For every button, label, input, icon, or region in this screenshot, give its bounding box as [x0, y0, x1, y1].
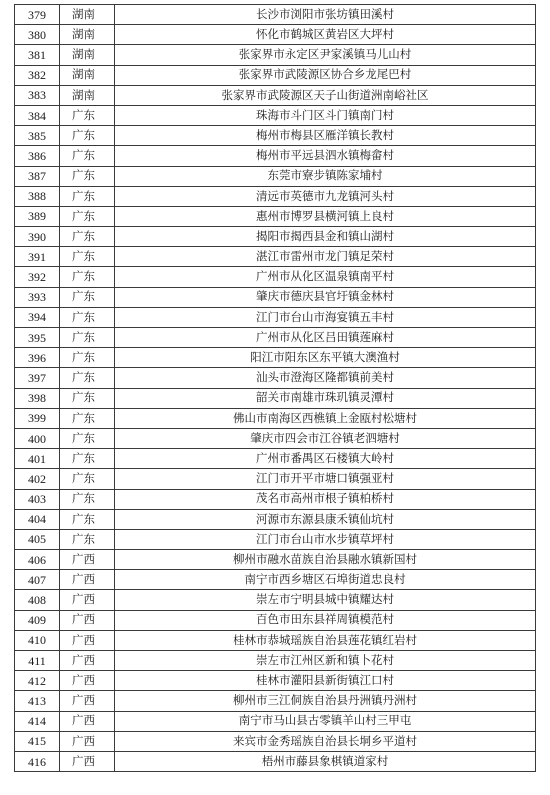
province-cell: 湖南 — [60, 45, 115, 65]
province-cell: 广东 — [60, 328, 115, 348]
table-row — [15, 65, 536, 85]
province-cell: 广东 — [60, 146, 115, 166]
table-row — [15, 85, 536, 105]
row-number-cell: 404 — [15, 509, 60, 529]
village-name-cell: 珠海市斗门区斗门镇南门村 — [115, 105, 536, 125]
village-name-cell: 广州市从化区吕田镇莲麻村 — [115, 328, 536, 348]
province-cell: 广东 — [60, 428, 115, 448]
province-cell: 广东 — [60, 247, 115, 267]
table-row — [15, 449, 536, 469]
table-row — [15, 25, 536, 45]
table-row — [15, 307, 536, 327]
village-name-cell: 崇左市宁明县城中镇耀达村 — [115, 590, 536, 610]
province-cell: 广西 — [60, 550, 115, 570]
province-cell: 广东 — [60, 388, 115, 408]
province-cell: 广西 — [60, 610, 115, 630]
row-number-cell: 401 — [15, 449, 60, 469]
village-name-cell: 肇庆市德庆县官圩镇金林村 — [115, 287, 536, 307]
province-cell: 广西 — [60, 751, 115, 771]
province-cell: 广东 — [60, 469, 115, 489]
village-name-cell: 柳州市三江侗族自治县丹洲镇丹洲村 — [115, 691, 536, 711]
row-number-cell: 416 — [15, 751, 60, 771]
province-cell: 湖南 — [60, 5, 115, 25]
table-row — [15, 469, 536, 489]
village-name-cell: 湛江市雷州市龙门镇足荣村 — [115, 247, 536, 267]
village-name-cell: 来宾市金秀瑶族自治县长垌乡平道村 — [115, 731, 536, 751]
table-row — [15, 287, 536, 307]
village-name-cell: 江门市开平市塘口镇强亚村 — [115, 469, 536, 489]
village-name-cell: 桂林市灌阳县新街镇江口村 — [115, 671, 536, 691]
table-row — [15, 428, 536, 448]
table-row — [15, 651, 536, 671]
row-number-cell: 402 — [15, 469, 60, 489]
row-number-cell: 394 — [15, 307, 60, 327]
village-name-cell: 张家界市永定区尹家溪镇马儿山村 — [115, 45, 536, 65]
row-number-cell: 390 — [15, 227, 60, 247]
province-cell: 广东 — [60, 186, 115, 206]
row-number-cell: 388 — [15, 186, 60, 206]
row-number-cell: 397 — [15, 368, 60, 388]
village-name-cell: 梅州市梅县区雁洋镇长教村 — [115, 126, 536, 146]
province-cell: 湖南 — [60, 85, 115, 105]
province-cell: 湖南 — [60, 25, 115, 45]
province-cell: 广东 — [60, 348, 115, 368]
province-cell: 广东 — [60, 529, 115, 549]
table-row — [15, 489, 536, 509]
province-cell: 广西 — [60, 691, 115, 711]
village-name-cell: 肇庆市四会市江谷镇老泗塘村 — [115, 428, 536, 448]
table-row — [15, 45, 536, 65]
province-cell: 广东 — [60, 449, 115, 469]
province-cell: 广东 — [60, 307, 115, 327]
province-cell: 广东 — [60, 126, 115, 146]
row-number-cell: 387 — [15, 166, 60, 186]
table-row — [15, 388, 536, 408]
row-number-cell: 415 — [15, 731, 60, 751]
village-name-cell: 柳州市融水苗族自治县融水镇新国村 — [115, 550, 536, 570]
village-name-cell: 清远市英德市九龙镇河头村 — [115, 186, 536, 206]
table-row — [15, 590, 536, 610]
row-number-cell: 411 — [15, 651, 60, 671]
village-name-cell: 怀化市鹤城区黄岩区大坪村 — [115, 25, 536, 45]
table-row — [15, 348, 536, 368]
table-row — [15, 267, 536, 287]
village-name-cell: 南宁市西乡塘区石埠街道忠良村 — [115, 570, 536, 590]
table-row — [15, 408, 536, 428]
province-cell: 广东 — [60, 489, 115, 509]
province-cell: 广东 — [60, 368, 115, 388]
village-name-cell: 汕头市澄海区隆都镇前美村 — [115, 368, 536, 388]
province-cell: 广西 — [60, 630, 115, 650]
province-cell: 广西 — [60, 731, 115, 751]
table-row — [15, 711, 536, 731]
row-number-cell: 410 — [15, 630, 60, 650]
village-name-cell: 佛山市南海区西樵镇上金瓯村松塘村 — [115, 408, 536, 428]
row-number-cell: 393 — [15, 287, 60, 307]
table-row — [15, 529, 536, 549]
village-name-cell: 长沙市浏阳市张坊镇田溪村 — [115, 5, 536, 25]
row-number-cell: 414 — [15, 711, 60, 731]
table-row — [15, 247, 536, 267]
village-name-cell: 广州市番禺区石楼镇大岭村 — [115, 449, 536, 469]
village-name-cell: 崇左市江州区新和镇卜花村 — [115, 651, 536, 671]
table-row — [15, 691, 536, 711]
table-row — [15, 227, 536, 247]
village-name-cell: 茂名市高州市根子镇柏桥村 — [115, 489, 536, 509]
village-name-cell: 百色市田东县祥周镇模范村 — [115, 610, 536, 630]
row-number-cell: 391 — [15, 247, 60, 267]
village-name-cell: 惠州市博罗县横河镇上良村 — [115, 206, 536, 226]
village-name-cell: 阳江市阳东区东平镇大澳渔村 — [115, 348, 536, 368]
village-name-cell: 江门市台山市水步镇草坪村 — [115, 529, 536, 549]
row-number-cell: 406 — [15, 550, 60, 570]
table-row — [15, 146, 536, 166]
province-cell: 广东 — [60, 287, 115, 307]
province-cell: 湖南 — [60, 65, 115, 85]
village-name-cell: 广州市从化区温泉镇南平村 — [115, 267, 536, 287]
village-list-table — [14, 4, 536, 772]
village-name-cell: 梧州市藤县象棋镇道家村 — [115, 751, 536, 771]
table-row — [15, 206, 536, 226]
table-row — [15, 570, 536, 590]
row-number-cell: 396 — [15, 348, 60, 368]
row-number-cell: 380 — [15, 25, 60, 45]
village-name-cell: 张家界市武陵源区协合乡龙尾巴村 — [115, 65, 536, 85]
document-page — [14, 4, 535, 772]
table-body — [15, 5, 536, 772]
village-name-cell: 江门市台山市海宴镇五丰村 — [115, 307, 536, 327]
village-name-cell: 韶关市南雄市珠玑镇灵潭村 — [115, 388, 536, 408]
province-cell: 广西 — [60, 590, 115, 610]
row-number-cell: 403 — [15, 489, 60, 509]
province-cell: 广东 — [60, 227, 115, 247]
row-number-cell: 409 — [15, 610, 60, 630]
row-number-cell: 395 — [15, 328, 60, 348]
table-row — [15, 328, 536, 348]
row-number-cell: 383 — [15, 85, 60, 105]
row-number-cell: 413 — [15, 691, 60, 711]
row-number-cell: 408 — [15, 590, 60, 610]
province-cell: 广东 — [60, 105, 115, 125]
row-number-cell: 400 — [15, 428, 60, 448]
province-cell: 广西 — [60, 711, 115, 731]
village-name-cell: 梅州市平远县泗水镇梅畲村 — [115, 146, 536, 166]
row-number-cell: 379 — [15, 5, 60, 25]
row-number-cell: 384 — [15, 105, 60, 125]
table-row — [15, 751, 536, 771]
province-cell: 广东 — [60, 267, 115, 287]
province-cell: 广东 — [60, 408, 115, 428]
row-number-cell: 385 — [15, 126, 60, 146]
table-row — [15, 610, 536, 630]
province-cell: 广东 — [60, 509, 115, 529]
row-number-cell: 389 — [15, 206, 60, 226]
table-row — [15, 186, 536, 206]
row-number-cell: 399 — [15, 408, 60, 428]
table-row — [15, 671, 536, 691]
village-name-cell: 揭阳市揭西县金和镇山湖村 — [115, 227, 536, 247]
table-row — [15, 630, 536, 650]
province-cell: 广东 — [60, 166, 115, 186]
table-row — [15, 166, 536, 186]
row-number-cell: 405 — [15, 529, 60, 549]
row-number-cell: 412 — [15, 671, 60, 691]
row-number-cell: 398 — [15, 388, 60, 408]
table-row — [15, 550, 536, 570]
province-cell: 广东 — [60, 206, 115, 226]
row-number-cell: 392 — [15, 267, 60, 287]
province-cell: 广西 — [60, 651, 115, 671]
table-row — [15, 509, 536, 529]
village-name-cell: 桂林市恭城瑶族自治县莲花镇红岩村 — [115, 630, 536, 650]
village-name-cell: 东莞市寮步镇陈家埔村 — [115, 166, 536, 186]
row-number-cell: 386 — [15, 146, 60, 166]
village-name-cell: 河源市东源县康禾镇仙坑村 — [115, 509, 536, 529]
table-row — [15, 126, 536, 146]
village-name-cell: 张家界市武陵源区天子山街道洲南峪社区 — [115, 85, 536, 105]
table-row — [15, 368, 536, 388]
province-cell: 广西 — [60, 570, 115, 590]
table-row — [15, 5, 536, 25]
table-row — [15, 731, 536, 751]
row-number-cell: 381 — [15, 45, 60, 65]
village-name-cell: 南宁市马山县古零镇羊山村三甲屯 — [115, 711, 536, 731]
row-number-cell: 382 — [15, 65, 60, 85]
province-cell: 广西 — [60, 671, 115, 691]
row-number-cell: 407 — [15, 570, 60, 590]
table-row — [15, 105, 536, 125]
